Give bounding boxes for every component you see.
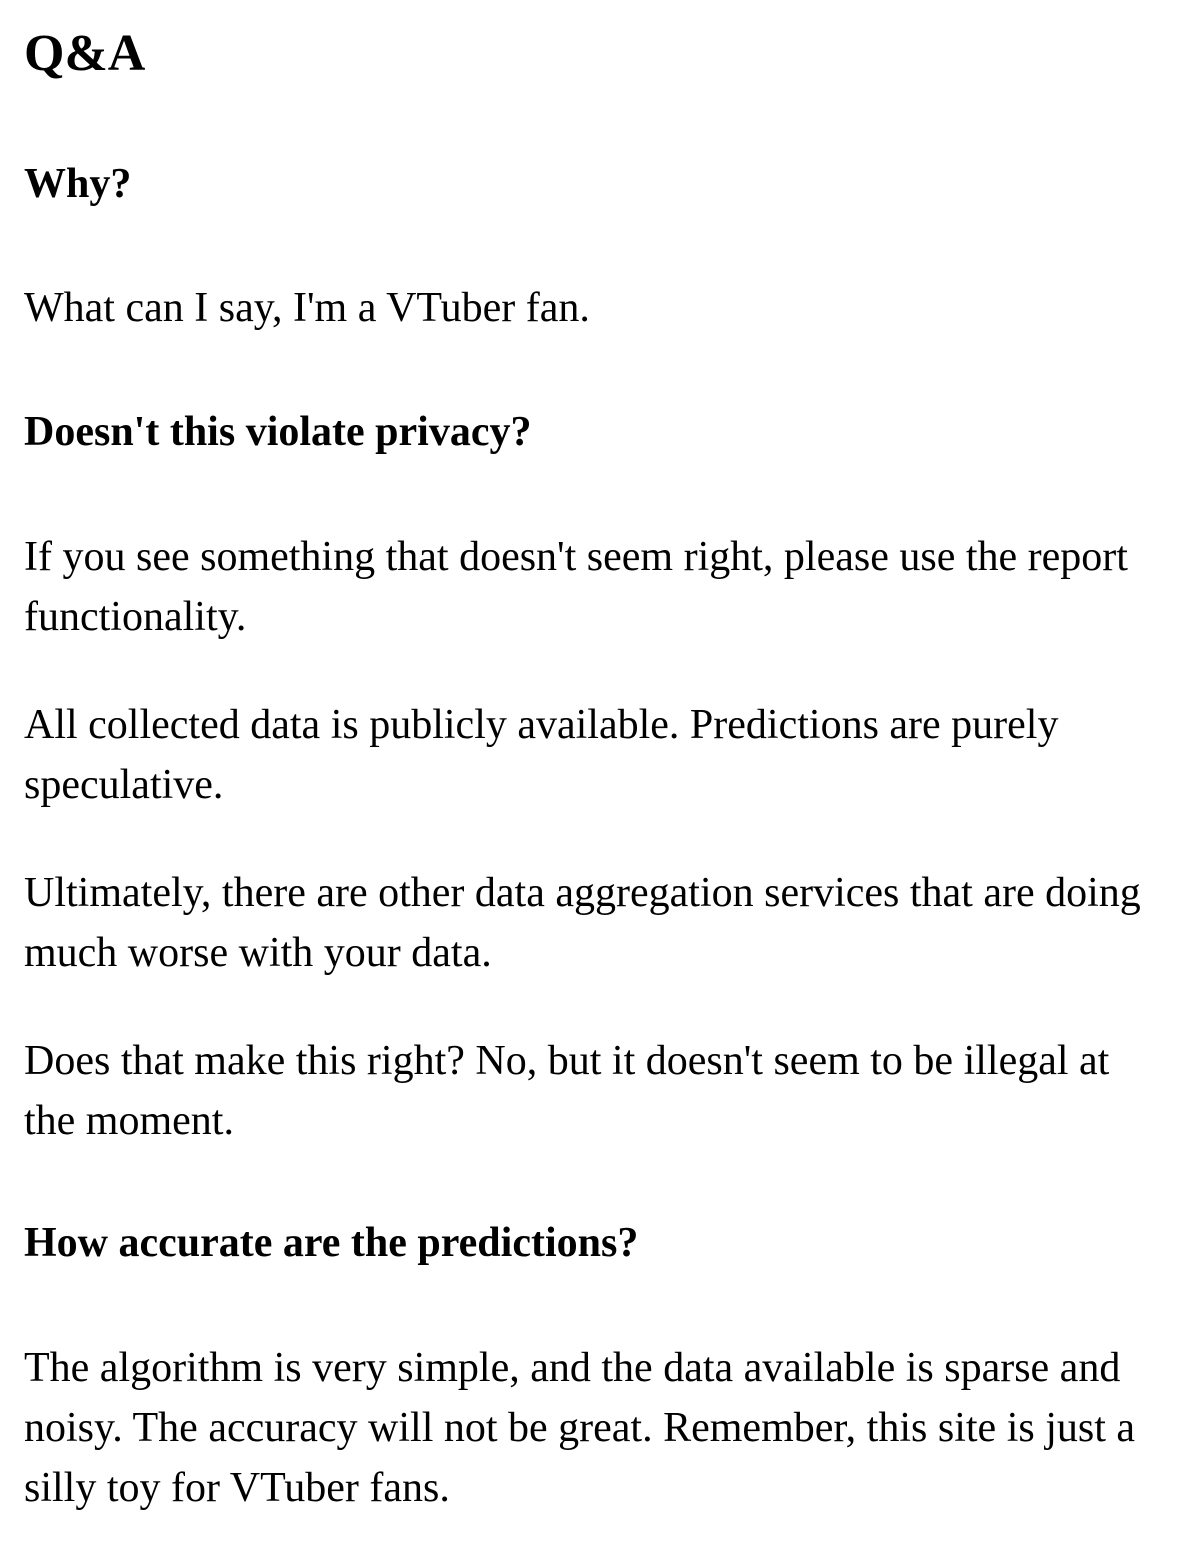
- faq-answer-paragraph: Ultimately, there are other data aggregation services that are doing much worse with your data.: [24, 870, 1141, 976]
- faq-answer-paragraph: If you see something that doesn't seem right, please use the report functionality.: [24, 534, 1128, 640]
- faq-answer-paragraph: All collected data is publicly available. Predictions are purely speculative.: [24, 702, 1059, 808]
- faq-answer-paragraph: Does that make this right? No, but it doesn't seem to be illegal at the moment.: [24, 1038, 1110, 1144]
- faq-question: How accurate are the predictions?: [24, 1220, 639, 1266]
- page-title: Q&A: [24, 25, 146, 82]
- faq-answer-paragraph: What can I say, I'm a VTuber fan.: [24, 285, 590, 331]
- faq-answer-paragraph: The algorithm is very simple, and the data available is sparse and noisy. The accuracy will not be great. Remember, this site is just a silly toy for VTuber fans.: [24, 1345, 1136, 1511]
- faq-question: Doesn't this violate privacy?: [24, 409, 532, 455]
- faq-question: Why?: [24, 161, 132, 207]
